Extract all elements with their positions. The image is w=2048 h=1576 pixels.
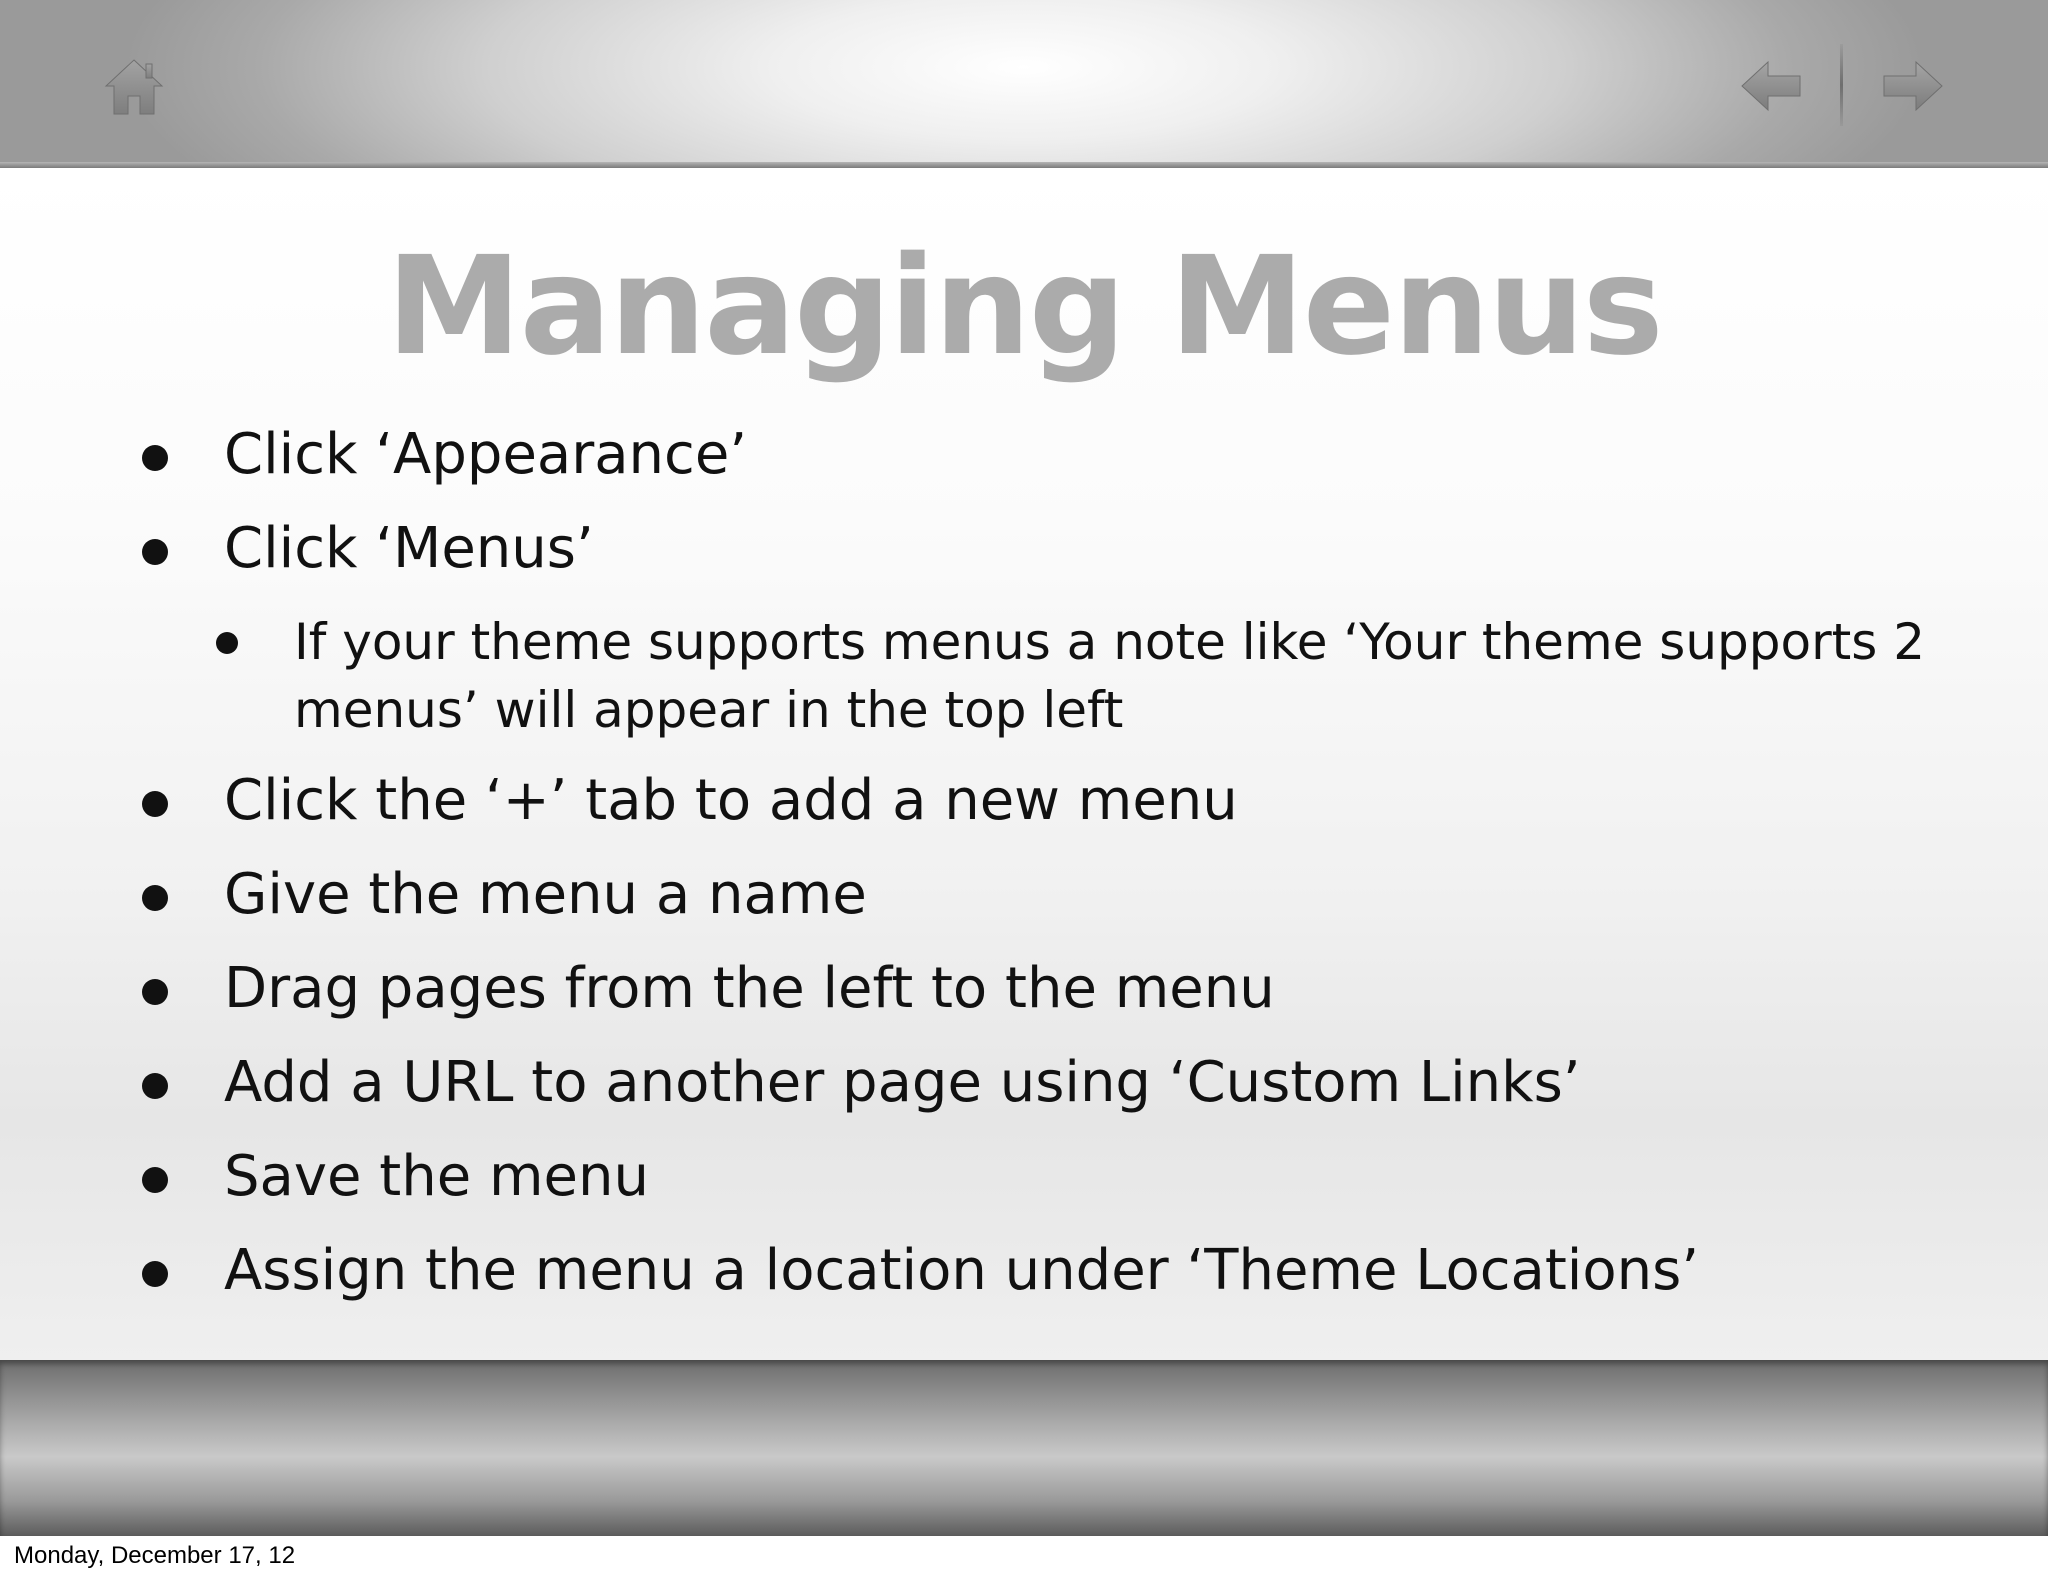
home-icon[interactable] xyxy=(104,58,164,116)
bullet-dot xyxy=(142,791,168,817)
bullet-text: Click ‘Appearance’ xyxy=(224,422,748,487)
bullet-dot xyxy=(142,979,168,1005)
bottom-bar xyxy=(0,1360,2048,1536)
bullet-dot xyxy=(216,632,238,654)
slide-title: Managing Menus xyxy=(386,228,1662,386)
bullet-text: Give the menu a name xyxy=(224,862,867,927)
bullet-dot xyxy=(142,539,168,565)
bullet-dot xyxy=(142,885,168,911)
bullet-text: Save the menu xyxy=(224,1144,649,1209)
nav-divider xyxy=(1840,44,1843,126)
bullet-dot xyxy=(142,1167,168,1193)
footer-date: Monday, December 17, 12 xyxy=(14,1542,296,1569)
bullet-text: Add a URL to another page using ‘Custom Links’ xyxy=(224,1050,1581,1115)
bullet-text: Assign the menu a location under ‘Theme Locations’ xyxy=(224,1238,1700,1303)
bullet-text: Click ‘Menus’ xyxy=(224,516,594,581)
bullet-dot xyxy=(142,1073,168,1099)
bullet-dot xyxy=(142,445,168,471)
bullet-dot xyxy=(142,1261,168,1287)
bullet-text: Drag pages from the left to the menu xyxy=(224,956,1275,1021)
bullet-text: If your theme supports menus a note like ‘Your theme supports 2 menus’ will appear in the top left xyxy=(294,613,1926,739)
top-navigation-bar xyxy=(0,0,2048,168)
arrow-right-icon[interactable] xyxy=(1882,60,1944,112)
bullet-text: Click the ‘+’ tab to add a new menu xyxy=(224,768,1238,833)
arrow-left-icon[interactable] xyxy=(1740,60,1802,112)
